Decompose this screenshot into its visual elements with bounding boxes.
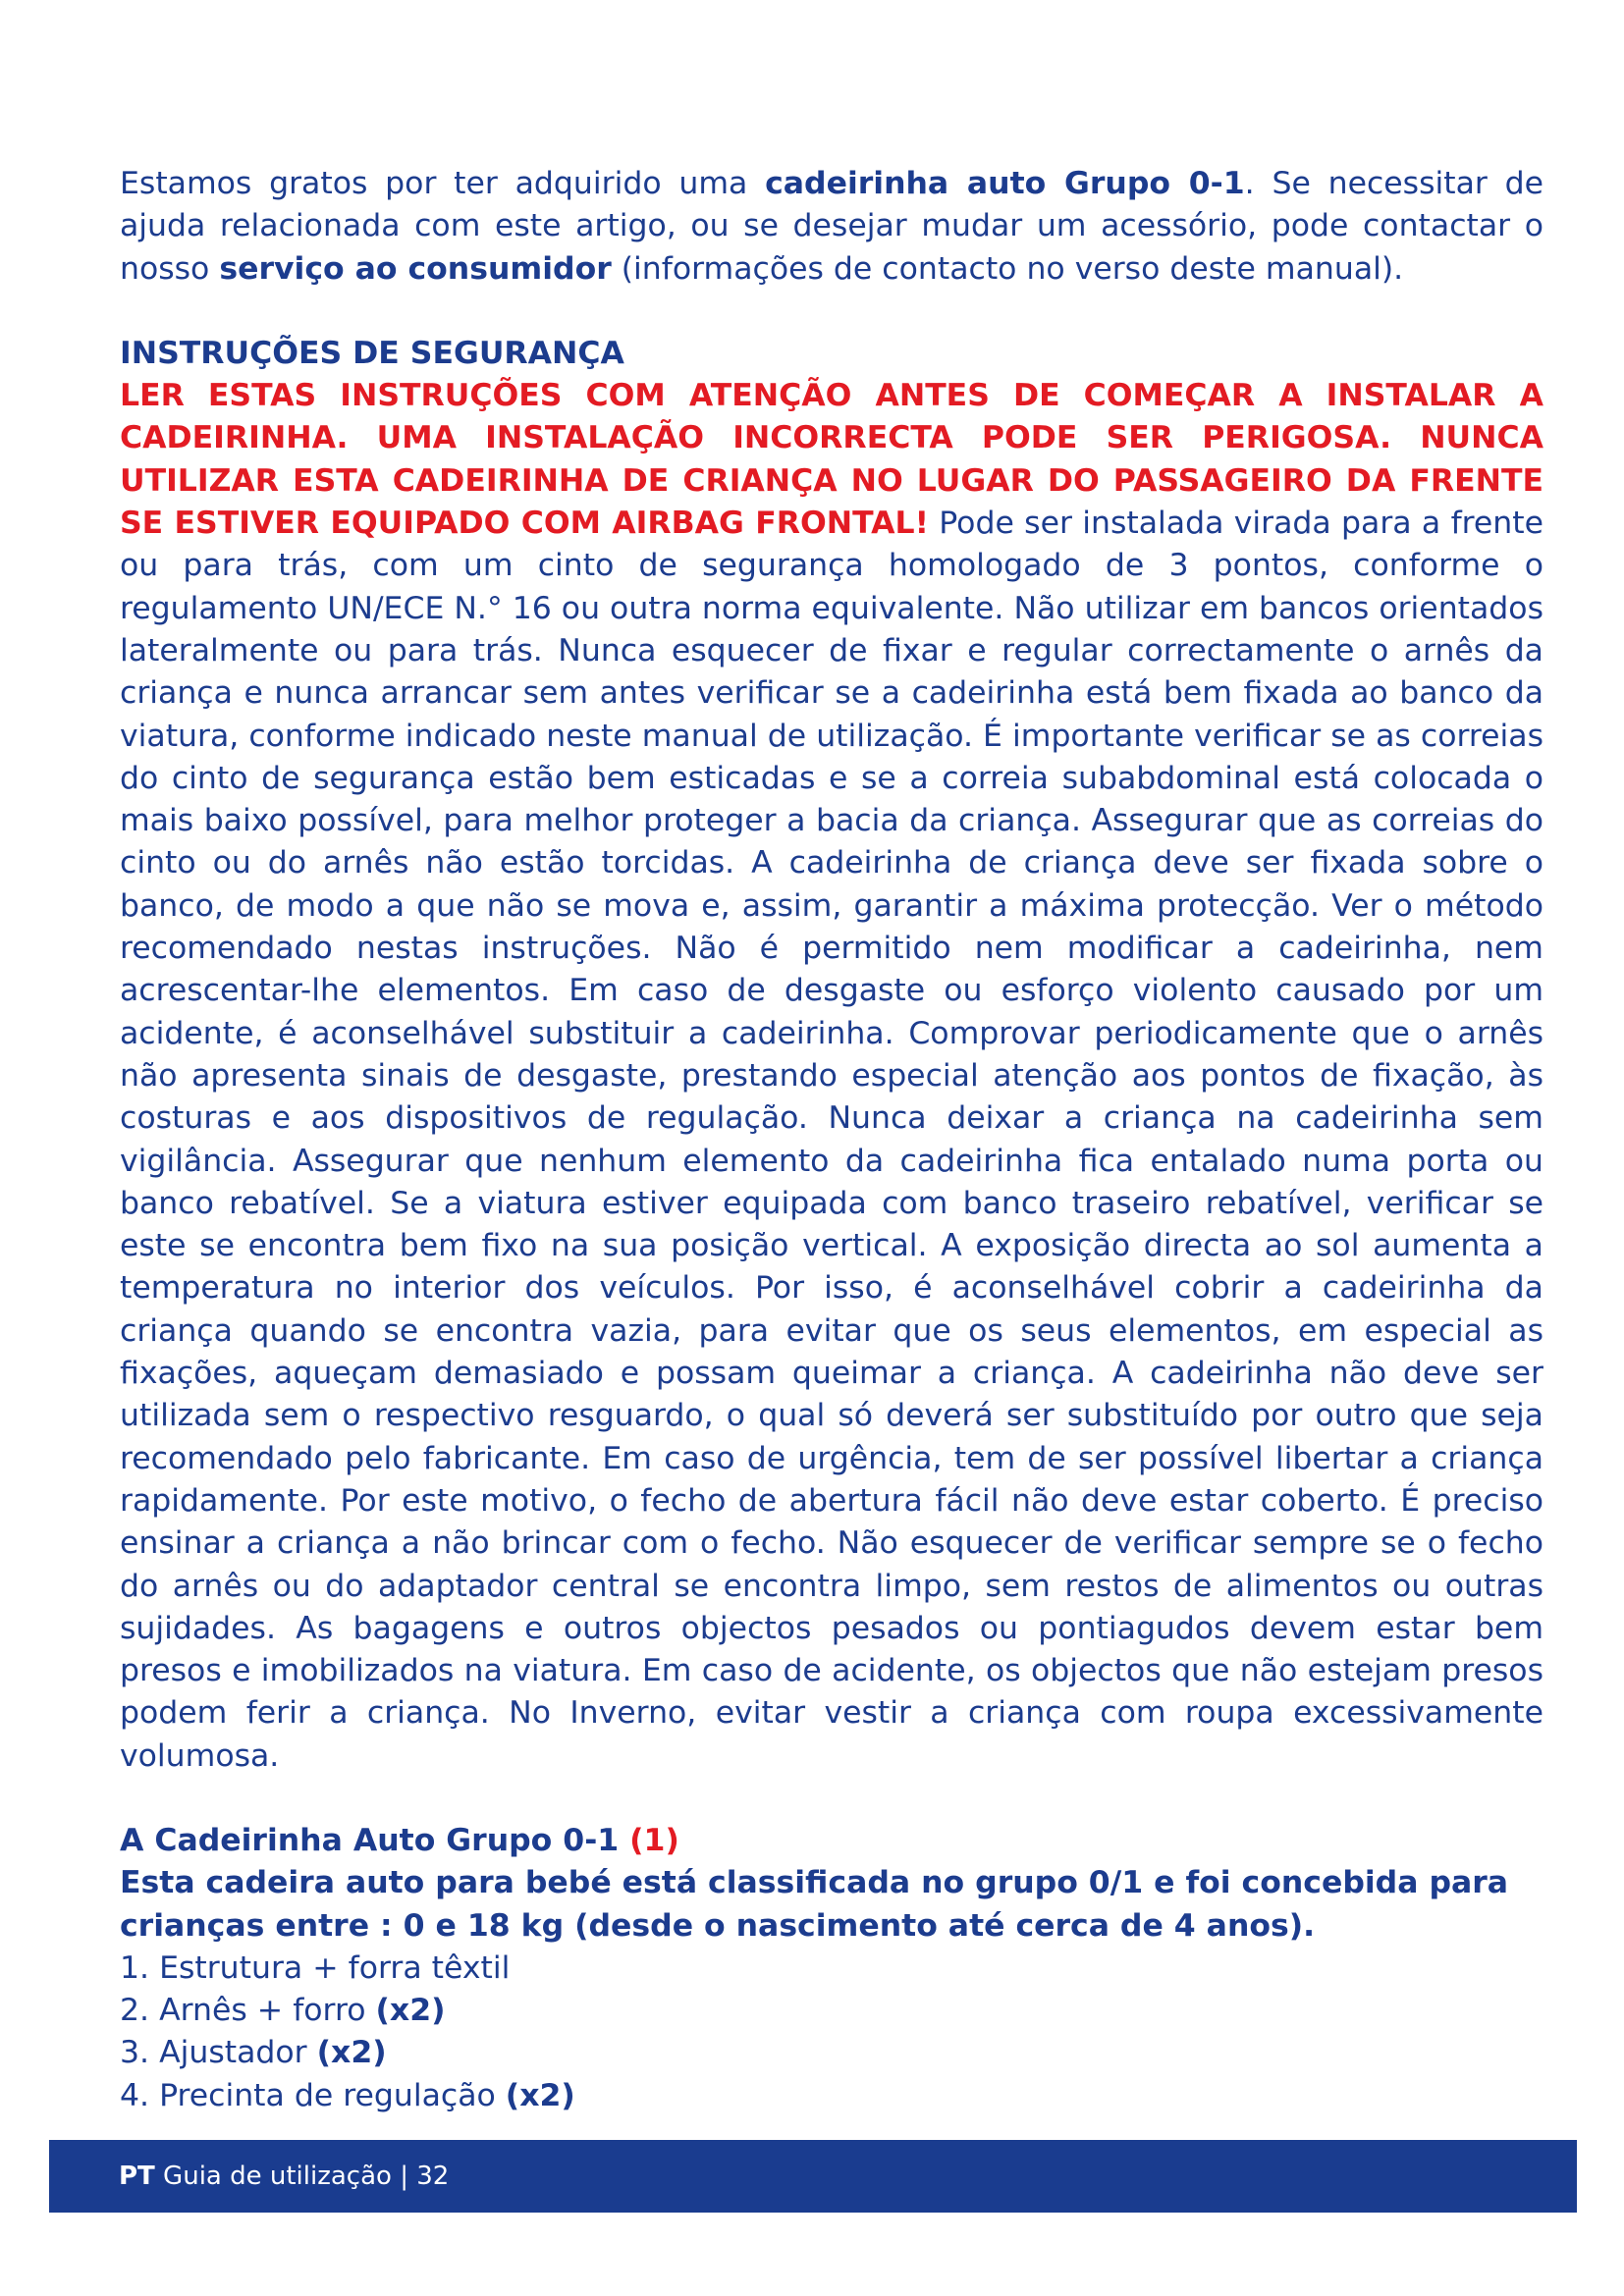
list-item-qty: (x2) xyxy=(375,1993,446,2029)
list-item-qty: (x2) xyxy=(316,2035,387,2071)
footer-bar xyxy=(49,2140,1577,2213)
list-item-text: 1. Estrutura + forra têxtil xyxy=(120,1949,511,1986)
list-item xyxy=(120,1948,1543,1990)
intro-service-name: serviço ao consumidor xyxy=(219,250,612,287)
list-item xyxy=(120,1990,1543,2032)
intro-paragraph xyxy=(120,163,1543,291)
footer-text xyxy=(119,2140,449,2213)
intro-text-3: (informações de contacto no verso deste manual). xyxy=(611,250,1404,287)
safety-warning: LER ESTAS INSTRUÇÕES COM ATENÇÃO ANTES DE COMEÇAR A INSTALAR A CADEIRINHA. UMA INSTALAÇÃO INCORRECTA PODE SER PERIGOSA. NUNCA UTILIZAR ESTA CADEIRINHA DE CRIANÇA NO LUGAR DO PASSAGEIRO DA FRENTE SE ESTIVER EQUIPADO COM AIRBAG FRONTAL! xyxy=(120,378,1543,542)
list-item xyxy=(120,2032,1543,2074)
safety-body: Pode ser instalada virada para a frente ou para trás, com um cinto de segurança homologado de 3 pontos, conforme o regulamento UN/ECE N.° 16 ou outra norma equivalente. Não utilizar em bancos orientados lateralmente ou para trás. Nunca esquecer de fixar e regular correctamente o arnês da criança e nunca arrancar sem antes verificar se a cadeirinha está bem fixada ao banco da viatura, conforme indicado neste manual de utilização. É importante verificar se as correias do cinto de segurança estão bem esticadas e se a correia subabdominal está colocada o mais baixo possível, para melhor proteger a bacia da criança. Assegurar que as correias do cinto ou do arnês não estão torcidas. A cadeirinha de criança deve ser fixada sobre o banco, de modo a que não se mova e, assim, garantir a máxima protecção. Ver o método recomendado nestas instruções. Não é permitido nem modificar a cadeirinha, nem acrescentar-lhe elementos. Em caso de desgaste ou esforço violento causado por um acidente, é aconselhável substituir a cadeirinha. Comprovar periodicamente que o arnês não apresenta sinais de desgaste, prestando especial atenção aos pontos de fixação, às costuras e aos dispositivos de regulação. Nunca deixar a criança na cadeirinha sem vigilância. Assegurar que nenhum elemento da cadeirinha fica entalado numa porta ou banco rebatível. Se a viatura estiver equipada com banco traseiro rebatível, verificar se este se encontra bem fixo na sua posição vertical. A exposição directa ao sol aumenta a temperatura no interior dos veículos. Por isso, é aconselhável cobrir a cadeirinha da criança quando se encontra vazia, para evitar que os seus elementos, em especial as fixações, aqueçam demasiado e possam queimar a criança. A cadeirinha não deve ser utilizada sem o respectivo resguardo, o qual só deverá ser substituído por outro que seja recomendado pelo fabricante. Em caso de urgência, tem de ser possível libertar a criança rapidamente. Por este motivo, o fecho de abertura fácil não deve estar coberto. É preciso ensinar a criança a não brincar com o fecho. Não esquecer de verificar sempre se o fecho do arnês ou do adaptador central se encontra limpo, sem restos de alimentos ou outras sujidades. As bagagens e outros objectos pesados ou pontiagudos devem estar bem presos e imobilizados na viatura. Em caso de acidente, os objectos que não estejam presos podem ferir a criança. No Inverno, evitar vestir a criança com roupa excessivamente volumosa. xyxy=(120,506,1543,1774)
safety-heading: INSTRUÇÕES DE SEGURANÇA xyxy=(120,335,624,371)
product-title-text: A Cadeirinha Auto Grupo 0-1 xyxy=(120,1822,630,1858)
product-title xyxy=(120,1820,1543,1862)
parts-list xyxy=(120,1948,1543,2117)
intro-text-1: Estamos gratos por ter adquirido uma xyxy=(120,166,766,201)
footer-language: PT xyxy=(119,2162,155,2191)
product-title-ref: (1) xyxy=(629,1822,679,1858)
list-item-text: 2. Arnês + forro xyxy=(120,1993,376,2029)
footer-label: Guia de utilização | 32 xyxy=(154,2162,450,2191)
list-item-text: 4. Precinta de regulação xyxy=(120,2077,506,2113)
list-item-text: 3. Ajustador xyxy=(120,2035,317,2071)
product-description: Esta cadeira auto para bebé está classificada no grupo 0/1 e foi concebida para crianças entre : 0 e 18 kg (desde o nascimento até cerca de 4 anos). xyxy=(120,1865,1509,1944)
list-item xyxy=(120,2075,1543,2117)
page-content xyxy=(120,163,1543,2117)
product-section xyxy=(120,1820,1543,2117)
list-item-qty: (x2) xyxy=(505,2077,575,2113)
intro-product-name: cadeirinha auto Grupo 0-1 xyxy=(765,166,1245,201)
intro-text-2: . Se necessitar de ajuda relacionada com este artigo, ou se desejar mudar um acessório, pode contactar o nosso xyxy=(120,166,1543,287)
safety-paragraph xyxy=(120,375,1543,1778)
